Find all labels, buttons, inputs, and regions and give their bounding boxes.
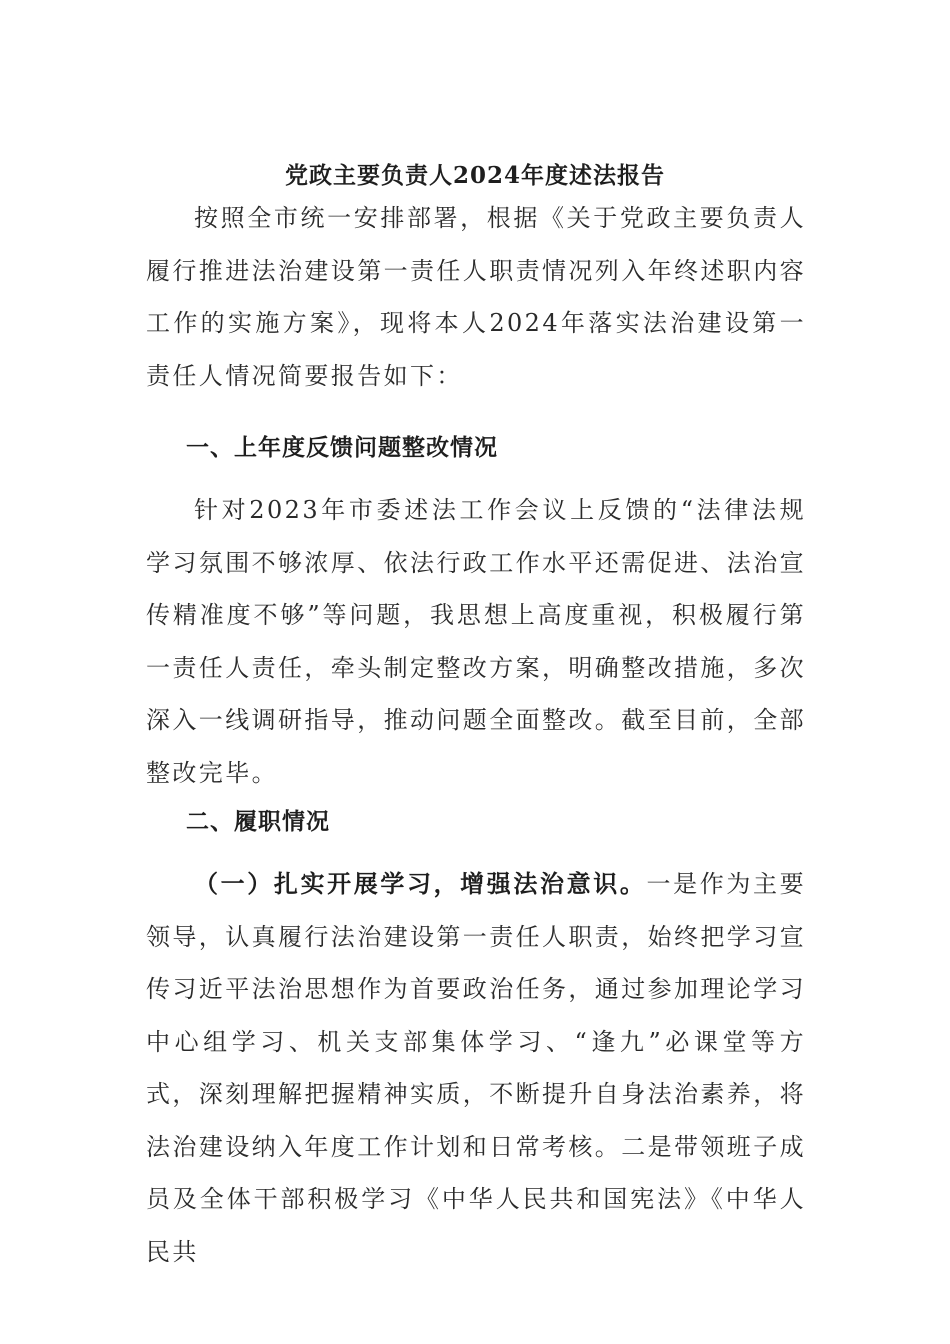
section-1-paragraph: 针对2023年市委述法工作会议上反馈的“法律法规学习氛围不够浓厚、依法行政工作水平还需促进、法治宣传精准度不够”等问题，我思想上高度重视，积极履行第一责任人责任，牵头制定整改方案，明确整改措施，多次深入一线调研指导，推动问题全面整改。截至目前，全部整改完毕。 [146,496,806,787]
intro-paragraph: 按照全市统一安排部署，根据《关于党政主要负责人履行推进法治建设第一责任人职责情况列入年终述职内容工作的实施方案》，现将本人2024年落实法治建设第一责任人情况简要报告如下： [146,204,806,390]
section-2-sub-1-paragraph [146,858,806,1278]
section-1-heading: 一、上年度反馈问题整改情况 [186,434,498,461]
section-2-heading: 二、履职情况 [186,808,330,835]
document-title: 党政主要负责人2024年度述法报告 [284,162,665,189]
section-2-sub-1-body: 一是作为主要领导，认真履行法治建设第一责任人职责，始终把学习宣传习近平法治思想作为首要政治任务，通过参加理论学习中心组学习、机关支部集体学习、“逢九”必课堂等方式，深刻理解把握精神实质，不断提升自身法治素养，将法治建设纳入年度工作计划和日常考核。二是带领班子成员及全体干部积极学习《中华人民共和国宪法》《中华人民共 [146,870,806,1266]
section-2-sub-1-lead: （一）扎实开展学习，增强法治意识。 [194,869,647,898]
